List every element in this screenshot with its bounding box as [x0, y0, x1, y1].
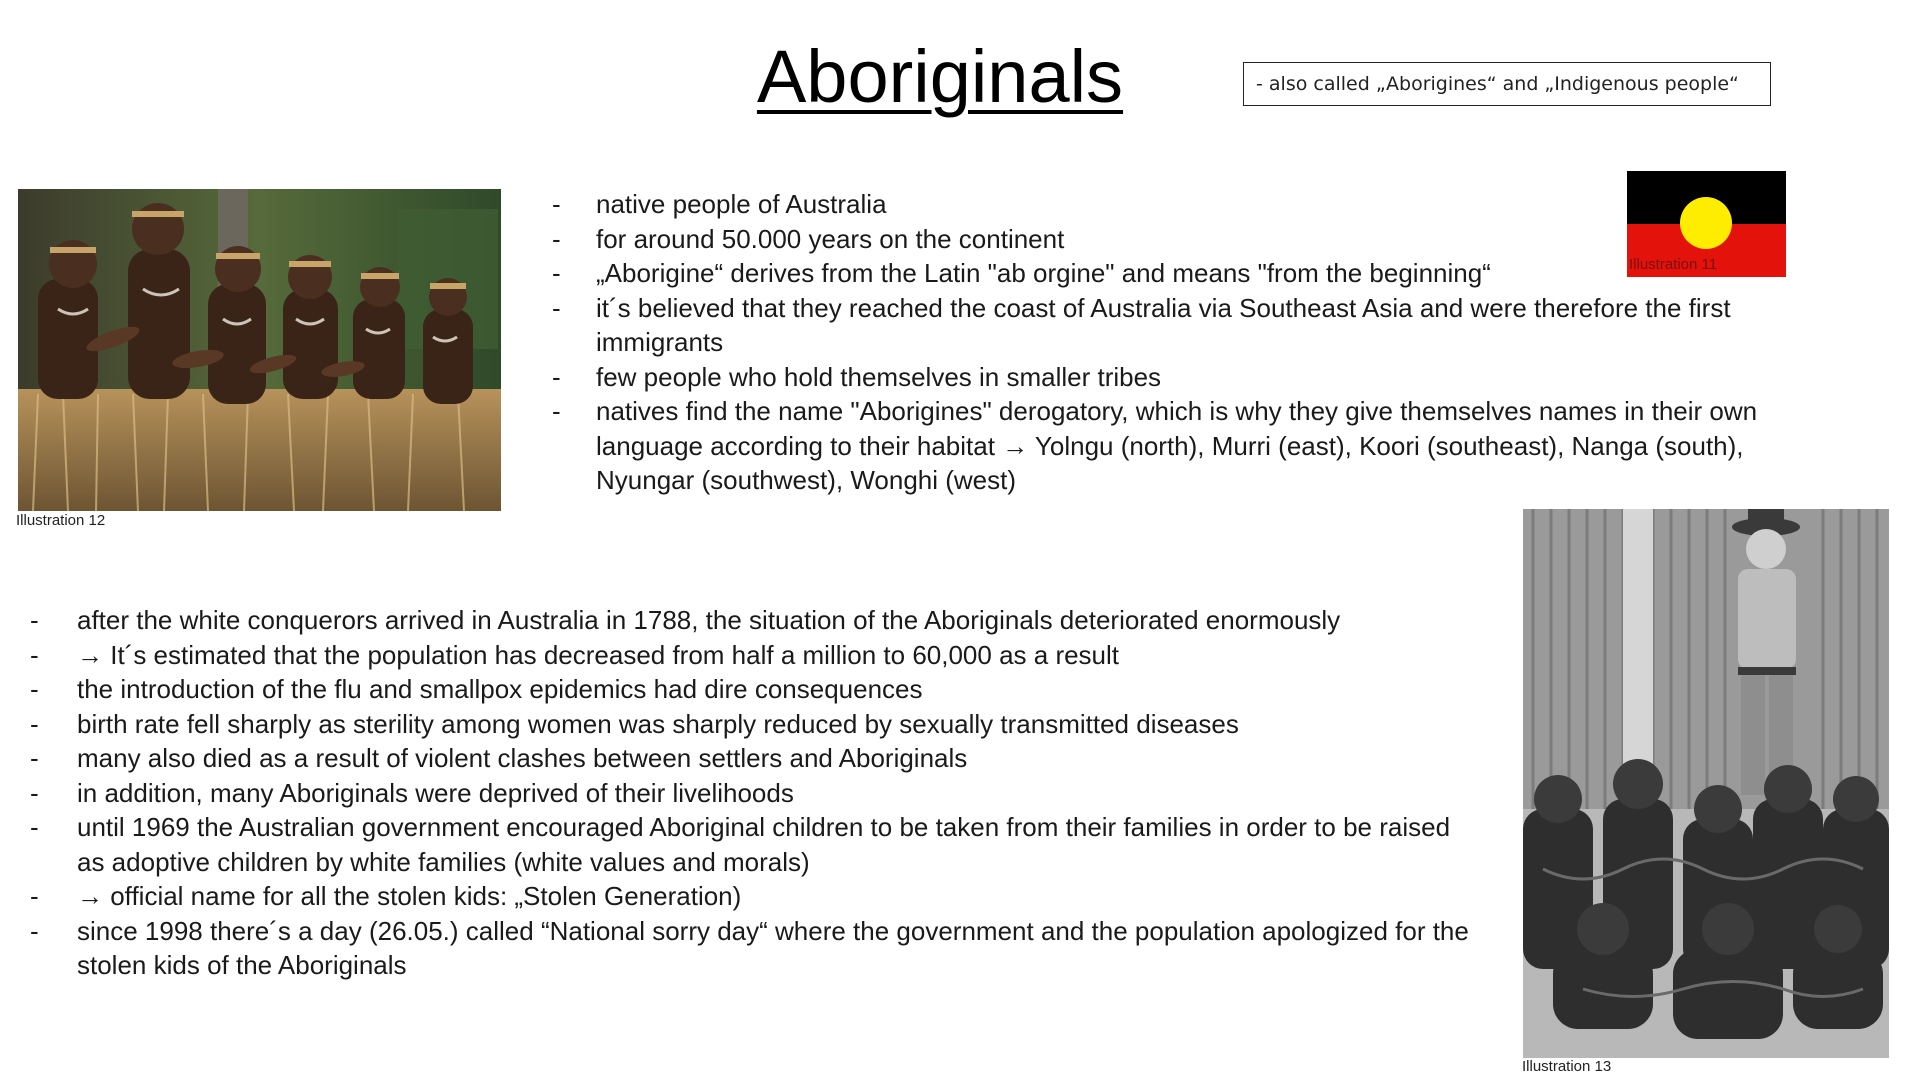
list-item-text: many also died as a result of violent clashes between settlers and Aboriginals — [77, 743, 968, 773]
bullet-marker: - — [552, 189, 561, 219]
bullet-marker: - — [552, 396, 561, 426]
list-item-text: natives find the name "Aborigines" derogatory, which is why they give themselves names in their own language according to their habitat → Yolngu (north), Murri (east), Koori (southeast), Nanga (south), Nyungar (southwest), Wonghi (west) — [596, 396, 1758, 495]
list-item — [30, 638, 1470, 673]
photo-chained-prisoners-image — [1523, 509, 1889, 1058]
list-item — [30, 810, 1470, 879]
list-item-text: few people who hold themselves in smaller tribes — [596, 361, 1162, 392]
list-item-text: in addition, many Aboriginals were deprived of their livelihoods — [77, 777, 794, 808]
bullet-marker: - — [30, 674, 39, 704]
bullet-marker: - — [30, 777, 39, 808]
list-item — [552, 256, 1822, 291]
list-item — [552, 360, 1822, 395]
history-list — [30, 603, 1470, 983]
photo-chained-prisoners — [1523, 509, 1889, 1058]
bullet-marker: - — [552, 258, 561, 288]
list-item — [30, 603, 1470, 638]
bullet-marker: - — [30, 915, 39, 946]
caption-illustration-13: Illustration 13 — [1522, 1058, 1612, 1075]
list-item — [552, 222, 1822, 257]
list-item-text: „Aborigine“ derives from the Latin "ab orgine" and means "from the beginning“ — [596, 258, 1491, 288]
list-item-text: for around 50.000 years on the continent — [596, 223, 1065, 254]
bullet-marker: - — [30, 743, 39, 773]
bullet-marker: - — [30, 639, 39, 670]
facts-list — [552, 187, 1822, 498]
list-item — [30, 776, 1470, 811]
alias-note-box: - also called „Aborigines“ and „Indigenous people“ — [1243, 62, 1771, 106]
bullet-marker: - — [30, 708, 39, 739]
list-item — [30, 707, 1470, 742]
bullet-marker: - — [30, 812, 39, 842]
caption-illustration-12: Illustration 12 — [16, 512, 106, 529]
list-item — [30, 741, 1470, 776]
list-item-text: native people of Australia — [596, 189, 887, 219]
bullet-marker: - — [552, 361, 561, 392]
list-item — [552, 291, 1822, 360]
list-item — [552, 187, 1822, 222]
list-item-text: birth rate fell sharply as sterility among women was sharply reduced by sexually transmitted diseases — [77, 708, 1239, 739]
list-item-text: the introduction of the flu and smallpox epidemics had dire consequences — [77, 674, 923, 704]
photo-aboriginal-dancers — [18, 189, 501, 511]
list-item-text: until 1969 the Australian government encouraged Aboriginal children to be taken from their families in order to be raised as adoptive children by white families (white values and morals) — [77, 812, 1451, 877]
caption-illustration-11: Illustration 11 — [1629, 256, 1718, 273]
list-item-text: it´s believed that they reached the coast of Australia via Southeast Asia and were therefore the first immigrants — [596, 292, 1731, 357]
list-item-text: → It´s estimated that the population has decreased from half a million to 60,000 as a result — [77, 639, 1120, 670]
bullet-marker: - — [552, 223, 561, 254]
list-item-text: since 1998 there´s a day (26.05.) called “National sorry day“ where the government and the population apologized for the stolen kids of the Aboriginals — [77, 915, 1469, 980]
bullet-marker: - — [30, 881, 39, 911]
list-item — [30, 879, 1470, 914]
list-item-text: → official name for all the stolen kids: „Stolen Generation) — [77, 881, 742, 911]
list-item — [30, 672, 1470, 707]
list-item — [30, 914, 1470, 983]
photo-aboriginal-dancers-image — [18, 189, 501, 511]
list-item-text: after the white conquerors arrived in Australia in 1788, the situation of the Aboriginals deteriorated enormously — [77, 605, 1341, 635]
bullet-marker: - — [30, 605, 39, 635]
page-title: Aboriginals — [756, 35, 1124, 118]
bullet-marker: - — [552, 292, 561, 323]
list-item — [552, 394, 1822, 498]
